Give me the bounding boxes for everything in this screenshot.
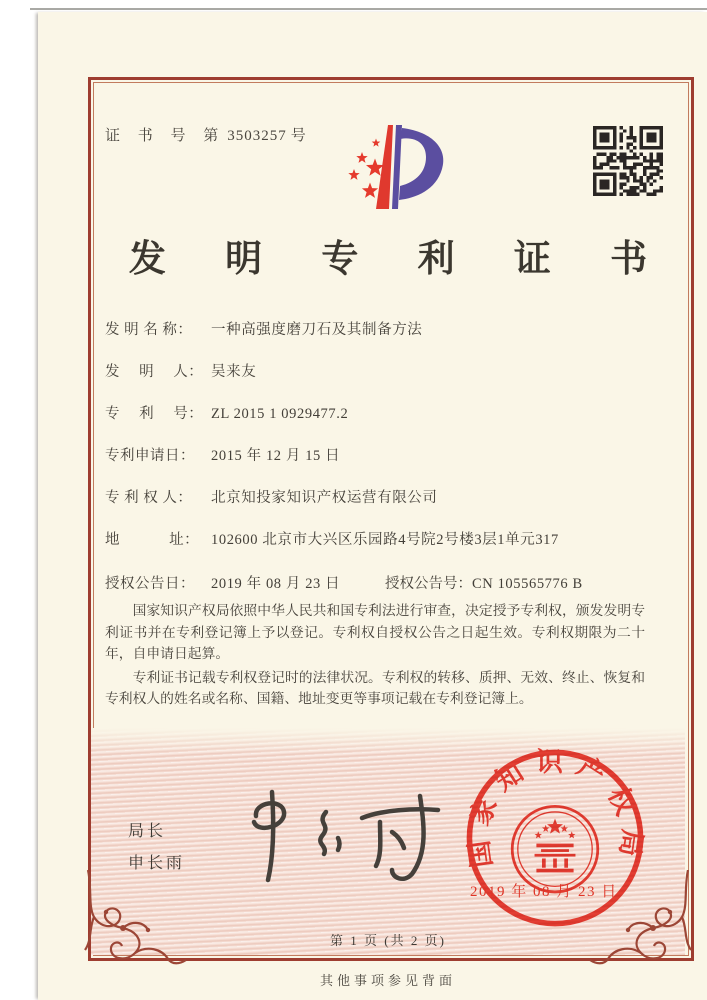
body-paragraph-2: 专利证书记载专利权登记时的法律状况。专利权的转移、质押、无效、终止、恢复和专利权人的姓名或名称、国籍、地址变更等事项记载在专利登记簿上。 bbox=[105, 669, 645, 707]
director-name: 申长雨 bbox=[128, 855, 186, 872]
field-label: 授权公告日： bbox=[105, 576, 195, 592]
director-title: 局长 bbox=[128, 823, 167, 840]
certificate-paper bbox=[38, 12, 707, 1000]
field-row-invention-name bbox=[105, 318, 675, 339]
field-row-inventor bbox=[105, 360, 675, 381]
field-grant-number bbox=[385, 572, 583, 593]
qr-code bbox=[593, 126, 663, 196]
field-label: 地 址： bbox=[105, 532, 200, 548]
field-row-grant-date bbox=[105, 572, 675, 593]
certificate-title: 发 明 专 利 证 书 bbox=[128, 239, 673, 280]
seal-date: 2019 年 08 月 23 日 bbox=[470, 884, 618, 900]
field-label: 专 利 号： bbox=[105, 406, 204, 422]
field-value: 2019 年 08 月 23 日 bbox=[211, 576, 341, 592]
logo-purple-p bbox=[392, 125, 443, 209]
body-paragraph-1: 国家知识产权局依照中华人民共和国专利法进行审查，决定授予专利权，颁发发明专利证书并在专利登记簿上予以登记。专利权自授权公告之日起生效。专利权期限为二十年，自申请日起算。 bbox=[105, 603, 645, 662]
seal-text: 国家知识产权局 bbox=[462, 746, 648, 870]
field-row-patentee bbox=[105, 486, 675, 507]
page-indicator: 第 1 页 (共 2 页) bbox=[330, 933, 446, 948]
field-value: 2015 年 12 月 15 日 bbox=[211, 448, 341, 464]
field-value: CN 105565776 B bbox=[472, 576, 583, 592]
field-row-address bbox=[105, 528, 675, 549]
certificate-number-suffix: 号 bbox=[290, 128, 306, 144]
field-label: 专利申请日： bbox=[105, 448, 195, 464]
logo-stars bbox=[348, 139, 384, 198]
field-value: 102600 北京市大兴区乐园路4号院2号楼3层1单元317 bbox=[211, 532, 559, 548]
director-signature bbox=[234, 782, 454, 887]
certificate-number-prefix: 证 书 号 第 bbox=[105, 128, 226, 144]
legal-text bbox=[105, 600, 645, 712]
field-value: 吴来友 bbox=[211, 364, 257, 380]
field-label: 专 利 权 人： bbox=[105, 490, 193, 506]
field-value: 北京知投家知识产权运营有限公司 bbox=[211, 490, 438, 506]
back-note: 其他事项参见背面 bbox=[319, 973, 456, 988]
field-label: 授权公告号： bbox=[385, 576, 472, 592]
scanner-edge-line bbox=[30, 8, 707, 10]
official-seal bbox=[462, 745, 648, 931]
field-label: 发 明 名 称： bbox=[105, 322, 193, 338]
corner-flourish-left-icon bbox=[80, 870, 190, 965]
field-label: 发 明 人： bbox=[105, 364, 204, 380]
field-value: 一种高强度磨刀石及其制备方法 bbox=[211, 322, 423, 338]
field-row-patent-number bbox=[105, 402, 675, 423]
cnipa-logo-icon bbox=[318, 112, 473, 224]
certificate-number-value: 3503257 bbox=[227, 128, 287, 144]
field-row-filing-date bbox=[105, 444, 675, 465]
field-value: ZL 2015 1 0929477.2 bbox=[211, 406, 349, 422]
certificate-number bbox=[105, 124, 306, 145]
